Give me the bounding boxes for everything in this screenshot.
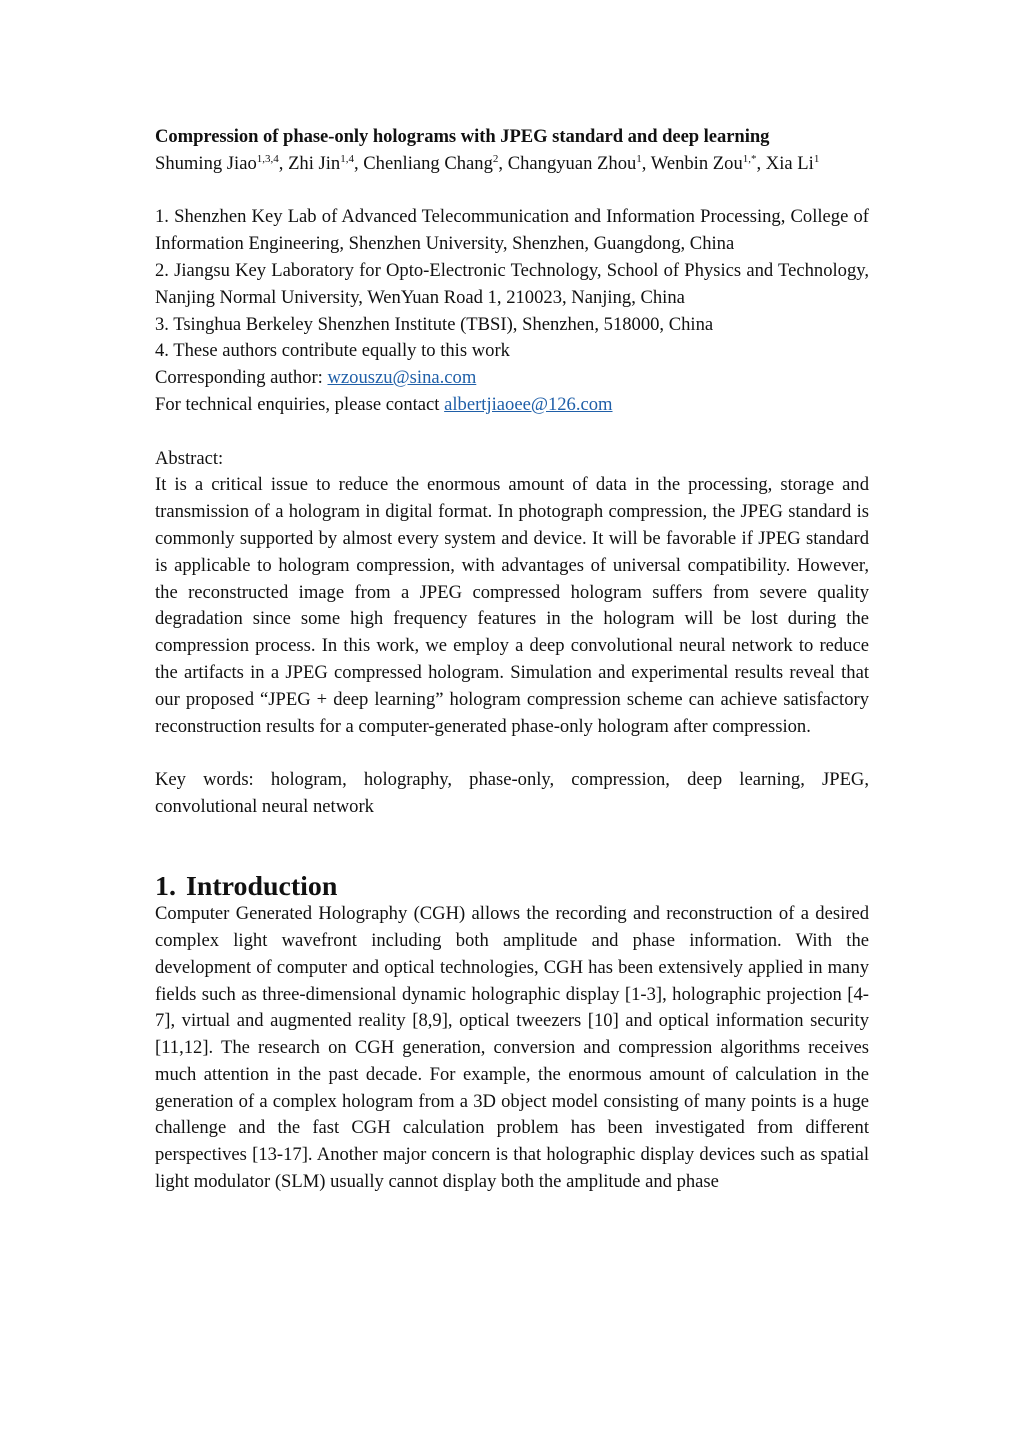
- paper-title: Compression of phase-only holograms with JPEG standard and deep learning: [155, 126, 770, 147]
- section-heading: [155, 871, 869, 903]
- author-name: Zhi Jin: [288, 152, 341, 174]
- author-name: Shuming Jiao: [155, 152, 257, 174]
- author: [155, 153, 288, 174]
- corresponding-author-email-link[interactable]: wzouszu@sina.com: [327, 367, 477, 389]
- author: [651, 153, 766, 174]
- author-separator: ,: [756, 152, 766, 174]
- author: [508, 153, 651, 174]
- spacer: [155, 178, 869, 205]
- author-affiliation-marker: 1: [636, 152, 642, 165]
- spacer: [155, 740, 869, 767]
- paper-page: [155, 124, 869, 1196]
- author-affiliation-marker: 1: [813, 152, 820, 165]
- affiliation-item: 2. Jiangsu Key Laboratory for Opto-Electronic Technology, School of Physics and Technology, Nanjing Normal University, WenYuan Road 1, 210023, Nanjing, China: [155, 259, 869, 308]
- author-separator: ,: [498, 152, 508, 174]
- abstract-heading: Abstract:: [155, 447, 224, 469]
- corresponding-author: [155, 365, 869, 392]
- affiliation-list: [155, 204, 869, 418]
- author-affiliation-marker: 2: [492, 152, 499, 165]
- section-body: Computer Generated Holography (CGH) allows the recording and reconstruction of a desired complex light wavefront including both amplitude and phase information. With the development of computer and optical technologies, CGH has been extensively applied in many fields such as three-dimensional dynamic holographic display [1-3], holographic projection [4-7], virtual and augmented reality [8,9], optical tweezers [10] and optical information security [11,12]. The research on CGH generation, conversion and compression algorithms receives much attention in the past decade. For example, the enormous amount of calculation in the generation of a complex hologram from a 3D object model consisting of many points is a huge challenge and the fast CGH calculation problem has been investigated from different perspectives [13-17]. Another major concern is that holographic display devices such as spatial light modulator (SLM) usually cannot display both the amplitude and phase: [155, 903, 869, 1193]
- technical-contact-email-link[interactable]: albertjiaoee@126.com: [444, 393, 613, 415]
- affiliation-item: 4. These authors contribute equally to this work: [155, 340, 510, 362]
- section-number: 1.: [155, 871, 176, 903]
- section-title: Introduction: [186, 871, 338, 903]
- author-affiliation-marker: 1,3,4: [256, 152, 279, 165]
- author: [288, 153, 363, 174]
- affiliation-item: 3. Tsinghua Berkeley Shenzhen Institute (TBSI), Shenzhen, 518000, China: [155, 313, 714, 335]
- spacer: [155, 419, 869, 446]
- author: [766, 153, 820, 174]
- abstract-text: It is a critical issue to reduce the enormous amount of data in the processing, storage and transmission of a hologram in digital format. In photograph compression, the JPEG standard is commonly supported by almost every system and device. It will be favorable if JPEG standard is applicable to hologram compression, with advantages of universal compatibility. However, the reconstructed image from a JPEG compressed hologram suffers from severe quality degradation since some high frequency features in the hologram will be lost during the compression process. In this work, we employ a deep convolutional neural network to reduce the artifacts in a JPEG compressed hologram. Simulation and experimental results reveal that our proposed “JPEG + deep learning” hologram compression scheme can achieve satisfactory reconstruction results for a computer-generated phase-only hologram after compression.: [155, 474, 869, 737]
- author-name: Xia Li: [765, 152, 814, 174]
- spacer: [155, 821, 869, 875]
- technical-contact-label: For technical enquiries, please contact: [155, 393, 445, 415]
- corresponding-author-label: Corresponding author:: [155, 367, 328, 389]
- author-list: [155, 151, 869, 178]
- author-separator: ,: [353, 152, 364, 174]
- author-name: Changyuan Zhou: [507, 152, 637, 174]
- affiliation-item: 1. Shenzhen Key Lab of Advanced Telecommunication and Information Processing, College of Information Engineering, Shenzhen University, Shenzhen, Guangdong, China: [155, 206, 869, 255]
- author-affiliation-marker: 1,4: [340, 152, 354, 165]
- technical-contact: [155, 392, 869, 419]
- author-affiliation-marker: 1,*: [742, 152, 757, 165]
- keywords: Key words: hologram, holography, phase-only, compression, deep learning, JPEG, convolutional neural network: [155, 769, 869, 817]
- author-separator: ,: [641, 152, 651, 174]
- author: [363, 153, 507, 174]
- author-name: Chenliang Chang: [363, 152, 493, 174]
- author-name: Wenbin Zou: [650, 152, 743, 174]
- author-separator: ,: [278, 152, 289, 174]
